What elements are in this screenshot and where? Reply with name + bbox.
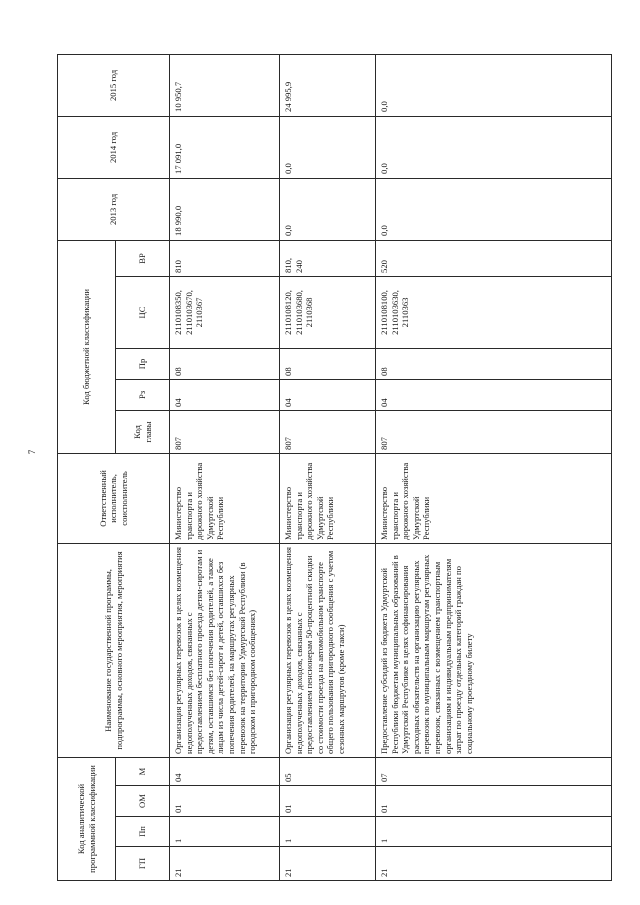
- table-row: [280, 54, 376, 880]
- cell-name: Предоставление субсидий из бюджета Удмуртской Республики бюджетам муниципальных образований в Удмуртской Республике в целях софинансирования расходных обязательств на организацию регулярных перевозок по муниципальным маршрутам регулярных перевозок, связанных с возмещением транспортным организациям и индивидуальным предпринимателям затрат по проезду отдельных категорий граждан по социальному проездному билету: [376, 543, 612, 757]
- cell-2014: 0,0: [376, 116, 612, 178]
- cell-vr: 810, 240: [280, 240, 376, 276]
- cell-cs: 2110108100, 2110103630, 2110363: [376, 276, 612, 348]
- cell-om: 01: [280, 786, 376, 817]
- header-vr: ВР: [116, 240, 170, 276]
- header-2015: 2015 год: [58, 54, 170, 116]
- header-cs: ЦС: [116, 276, 170, 348]
- cell-pr: 08: [170, 348, 280, 379]
- cell-name: Организация регулярных перевозок в целях возмещения недополученных доходов, связанных с предоставлением пенсионерам 50-процентной скидки со стоимости проезда на автомобильном транспорте общего пользования пригородного сообщения с учетом сезонных маршрутов (кроме такси): [280, 543, 376, 757]
- cell-kod-glavy: 807: [170, 410, 280, 453]
- cell-executor: Министерство транспорта и дорожного хозяйства Удмуртской Республики: [280, 453, 376, 543]
- cell-pp: 1: [170, 817, 280, 847]
- header-2014: 2014 год: [58, 116, 170, 178]
- header-pp: Пп: [116, 817, 170, 847]
- header-gp: ГП: [116, 847, 170, 881]
- cell-m: 05: [280, 757, 376, 785]
- cell-2015: 24 995,9: [280, 54, 376, 116]
- cell-rz: 04: [170, 379, 280, 410]
- cell-vr: 810: [170, 240, 280, 276]
- cell-cs: 2110108120, 2110103680, 2110368: [280, 276, 376, 348]
- header-rz: Рз: [116, 379, 170, 410]
- cell-kod-glavy: 807: [280, 410, 376, 453]
- cell-2013: 0,0: [376, 178, 612, 240]
- cell-pr: 08: [376, 348, 612, 379]
- cell-rz: 04: [376, 379, 612, 410]
- cell-cs: 2110108350, 2110103670, 2110367: [170, 276, 280, 348]
- budget-table-rotated: [57, 55, 611, 881]
- header-2013: 2013 год: [58, 178, 170, 240]
- cell-m: 04: [170, 757, 280, 785]
- cell-2014: 17 091,0: [170, 116, 280, 178]
- header-m: М: [116, 757, 170, 785]
- header-pr: Пр: [116, 348, 170, 379]
- cell-executor: Министерство транспорта и дорожного хозяйства Удмуртской Республики: [376, 453, 612, 543]
- header-kod-glavy: Код главы: [116, 410, 170, 453]
- cell-om: 01: [376, 786, 612, 817]
- cell-name: Организация регулярных перевозок в целях возмещения недополученных доходов, связанных с предоставлением бесплатного проезда детям-сиротам и детям, оставшимся без попечения родителей, а также лицам из числа детей-сирот и детей, оставшихся без попечения родителей, на маршрутах регулярных перевозок на территории Удмуртской Республики (в городском и пригородном сообщениях): [170, 543, 280, 757]
- header-om: ОМ: [116, 786, 170, 817]
- header-executor: Ответственный исполнитель, соисполнитель: [58, 453, 170, 543]
- cell-gp: 21: [170, 847, 280, 881]
- cell-m: 07: [376, 757, 612, 785]
- header-name: Наименование государственной программы, подпрограммы, основного мероприятия, мероприятия: [58, 543, 170, 757]
- cell-pp: 1: [280, 817, 376, 847]
- cell-gp: 21: [376, 847, 612, 881]
- cell-gp: 21: [280, 847, 376, 881]
- cell-kod-glavy: 807: [376, 410, 612, 453]
- cell-pr: 08: [280, 348, 376, 379]
- cell-2015: 0,0: [376, 54, 612, 116]
- cell-2013: 18 990,0: [170, 178, 280, 240]
- table-row: [376, 54, 612, 880]
- budget-table: [57, 54, 612, 881]
- cell-pp: 1: [376, 817, 612, 847]
- cell-executor: Министерство транспорта и дорожного хозяйства Удмуртской Республики: [170, 453, 280, 543]
- table-row: [170, 54, 280, 880]
- cell-rz: 04: [280, 379, 376, 410]
- header-budget-group: Код бюджетной классификации: [58, 240, 116, 453]
- cell-vr: 520: [376, 240, 612, 276]
- cell-om: 01: [170, 786, 280, 817]
- cell-2013: 0,0: [280, 178, 376, 240]
- page-number: 7: [27, 449, 37, 455]
- cell-2014: 0,0: [280, 116, 376, 178]
- header-analytic-group: Код аналитической программной классификации: [58, 757, 116, 880]
- cell-2015: 10 950,7: [170, 54, 280, 116]
